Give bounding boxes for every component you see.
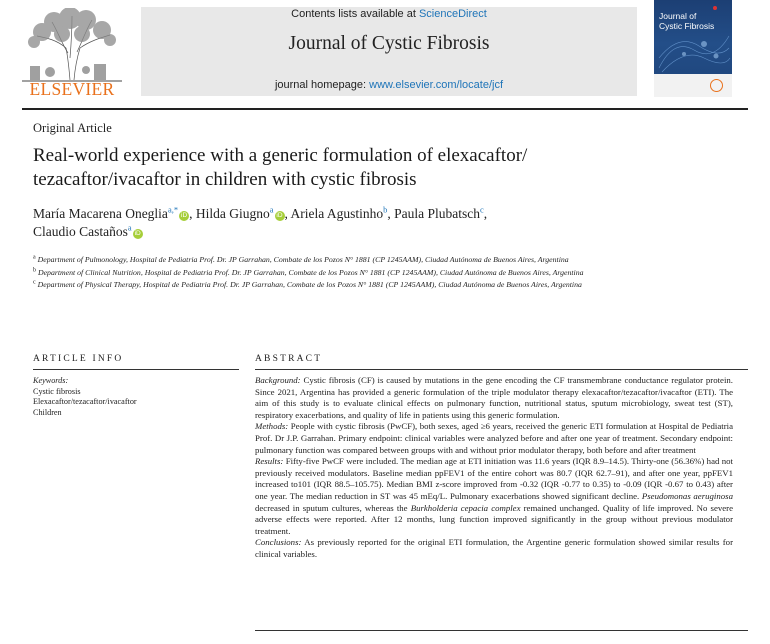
article-info-divider — [33, 369, 239, 370]
author-affiliation-mark[interactable]: a — [269, 204, 274, 215]
homepage-prefix: journal homepage: — [274, 79, 370, 91]
homepage-link[interactable]: www.elsevier.com/locate/jcf — [369, 79, 504, 91]
author-name[interactable]: Hilda Giugno — [195, 206, 270, 221]
author-name[interactable]: Paula Plubatsch — [394, 206, 481, 221]
keywords — [33, 376, 239, 418]
article-type: Original Article — [33, 121, 112, 135]
orcid-icon[interactable]: iD — [181, 212, 188, 219]
abstract-bottom-divider — [255, 630, 748, 631]
orcid-icon[interactable]: iD — [276, 212, 283, 219]
cover-artwork — [654, 28, 732, 73]
contents-prefix: Contents lists available at — [291, 8, 419, 20]
author-affiliation-mark[interactable]: a — [127, 222, 132, 233]
author-name[interactable]: María Macarena Oneglia — [33, 206, 168, 221]
abstract-heading: ABSTRACT — [255, 354, 323, 364]
journal-name: Journal of Cystic Fibrosis — [288, 33, 490, 54]
keyword: Elexacaftor/tezacaftor/ivacaftor — [33, 397, 137, 406]
cover-marker — [713, 6, 717, 10]
abstract-methods: Methods: People with cystic fibrosis (PwCF), both sexes, aged ≥6 years, received the generic ETI formulation at Hospital de Pediatria Prof. Dr J.P. Garrahan. Primary endpoint: clinical variables were analyzed before and after one year of treatment. Secondary endpoint: pulmonary function was compared between groups with and without prior modulator therapy, both before and after treatment — [255, 421, 733, 455]
contents-line — [141, 8, 637, 20]
keyword: Children — [33, 407, 62, 417]
affiliations — [33, 254, 713, 292]
abstract-conclusions: Conclusions: As previously reported for the original ETI formulation, the Argentine generic formulation showed similar results for clinical variables. — [255, 537, 733, 559]
affiliation: $^b$ Department of Clinical Nutrition, Hospital de Pediatria Prof. Dr. JP Garrahan, Combate de los Pozos N° 1881 (CP 1245AAM), Ciudad Autónoma de Buenos Aires, Argentina — [33, 267, 584, 277]
journal-header — [141, 7, 637, 96]
affiliation: $^a$ Department of Pulmonology, Hospital de Pediatria Prof. Dr. JP Garrahan, Combate de los Pozos N° 1881 (CP 1245AAM), Ciudad Autónoma de Buenos Aires, Argentina — [33, 254, 569, 264]
journal-cover-thumbnail[interactable] — [654, 0, 732, 97]
abstract-results: Results: Fifty-five PwCF were included. The median age at ETI initiation was 11.6 years (IQR 8.9–14.5). Thirty-one (56.36%) had not previously received modulators. Baseline median ppFEV1 of the entire cohort was 80.7 (IQR 62.7–91), and after one year, ppFEV1 increased to101 (IQR 88.5–105.75). Median BMI z-score improved from -0.32 (IQR -0.77 to 0.35) to -0.09 (IQR -0.67 to 0.43) after one year. The median reduction in ST was 45 mEq/L. Pulmonary exacerbations showed significant decline. Pseudomonas aeruginosa decreased in sputum cultures, whereas the Burkholderia cepacia complex remained unchanged. Quality of life improved. No severe adverse effects were reported. After 12 months, lung function improved significantly in the group without previous modulator treatment. — [255, 456, 733, 536]
abstract-divider — [255, 369, 748, 370]
sciencedirect-link[interactable]: ScienceDirect — [418, 8, 487, 20]
publisher-name: ELSEVIER — [29, 79, 115, 99]
orcid-icon[interactable]: iD — [134, 230, 141, 237]
abstract-background: Background: Cystic fibrosis (CF) is caused by mutations in the gene encoding the CF transmembrane conductance regulator protein. Since 2021, Argentina has provided a generic formulation of the triple modulator therapy elexacaftor/tezacaftor/ivacaftor (ETI). The aim of this study is to evaluate clinical effects on pulmonary function, nutritional status, sputum microbiology, sweat test (ST), respiratory exacerbations, and quality of life in patients using this generic formulation. — [255, 375, 733, 420]
author-list: María Macarena Oneglia$^{a,*}$iD , Hilda Giugno$^a$iD , Ariela Agustinho$^b$, Paula Plubatsch$^c$, Claudio Castaños$^a$iD — [33, 204, 488, 239]
cover-footer — [654, 74, 732, 97]
header-divider — [22, 108, 748, 110]
article-info-heading: ARTICLE INFO — [33, 354, 124, 364]
author-affiliation-mark[interactable]: c — [480, 204, 484, 215]
abstract-body — [255, 375, 733, 561]
author-affiliation-mark[interactable]: b — [383, 204, 388, 215]
cover-society-logo — [710, 79, 723, 92]
article-title: Real-world experience with a generic formulation of elexacaftor/ tezacaftor/ivacaftor in children with cystic fibrosis — [33, 145, 528, 190]
homepage-line — [141, 79, 637, 91]
author-name[interactable]: Ariela Agustinho — [290, 206, 384, 221]
keyword: Cystic fibrosis — [33, 386, 81, 396]
author-name[interactable]: Claudio Castaños — [33, 224, 128, 239]
cover-title: Journal of Cystic Fibrosis — [659, 11, 715, 31]
affiliation: $^c$ Department of Physical Therapy, Hospital de Pediatria Prof. Dr. JP Garrahan, Combate de los Pozos N° 1881 (CP 1245AAM), Ciudad Autónoma de Buenos Aires, Argentina — [33, 279, 582, 290]
keywords-label: Keywords: — [33, 376, 69, 385]
author-affiliation-mark[interactable]: a,* — [167, 204, 179, 215]
